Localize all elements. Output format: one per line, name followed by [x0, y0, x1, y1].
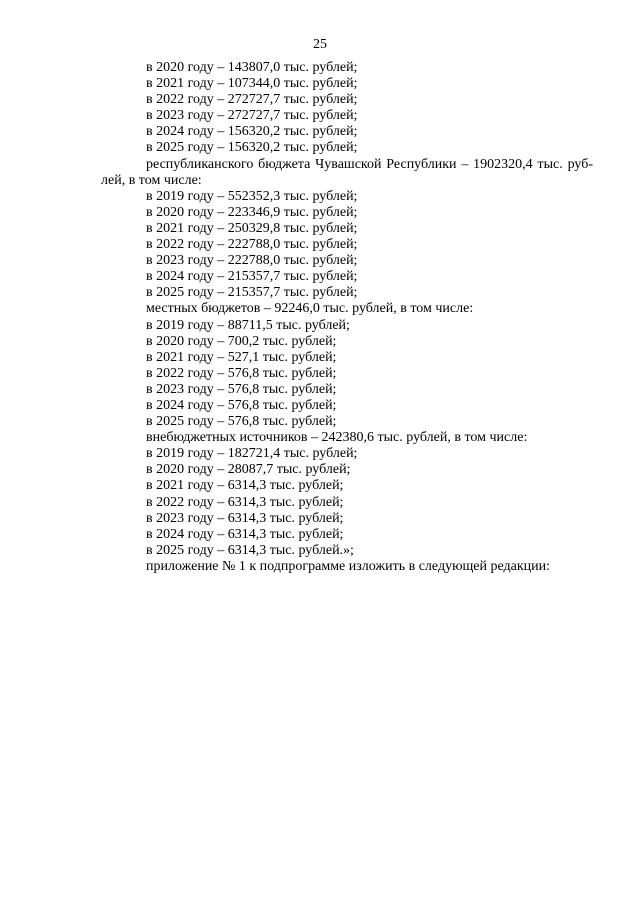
- extra-budget-heading: внебюджетных источников – 242380,6 тыс. рублей, в том числе:: [146, 430, 528, 446]
- funding-line-2020-d: в 2020 году – 28087,7 тыс. рублей;: [146, 462, 351, 478]
- funding-line-2022-d: в 2022 году – 6314,3 тыс. рублей;: [146, 494, 344, 510]
- funding-line-2025-b: в 2025 году – 215357,7 тыс. рублей;: [146, 285, 358, 301]
- local-budgets-heading: местных бюджетов – 92246,0 тыс. рублей, в том числе:: [146, 301, 474, 317]
- funding-line-2025-c: в 2025 году – 576,8 тыс. рублей;: [146, 414, 337, 430]
- funding-line-2020-b: в 2020 году – 223346,9 тыс. рублей;: [146, 204, 358, 220]
- funding-line-2019-c: в 2019 году – 88711,5 тыс. рублей;: [146, 317, 350, 333]
- funding-line-2025-d: в 2025 году – 6314,3 тыс. рублей.»;: [146, 542, 354, 558]
- funding-line-2024-b: в 2024 году – 215357,7 тыс. рублей;: [146, 269, 358, 285]
- funding-line-2019-d: в 2019 году – 182721,4 тыс. рублей;: [146, 446, 358, 462]
- funding-line-2020-a: в 2020 году – 143807,0 тыс. рублей;: [146, 60, 358, 75]
- funding-line-2019-b: в 2019 году – 552352,3 тыс. рублей;: [146, 188, 358, 204]
- funding-line-2023-b: в 2023 году – 222788,0 тыс. рублей;: [146, 253, 358, 269]
- funding-line-2022-a: в 2022 году – 272727,7 тыс. рублей;: [146, 92, 358, 108]
- appendix-note: приложение № 1 к подпрограмме изложить в следующей редакции:: [146, 558, 551, 574]
- page-number: 25: [313, 37, 327, 52]
- funding-line-2024-d: в 2024 году – 6314,3 тыс. рублей;: [146, 526, 344, 542]
- funding-line-2024-c: в 2024 году – 576,8 тыс. рублей;: [146, 397, 337, 413]
- funding-line-2021-c: в 2021 году – 527,1 тыс. рублей;: [146, 349, 337, 365]
- funding-line-2024-a: в 2024 году – 156320,2 тыс. рублей;: [146, 124, 358, 140]
- funding-line-2020-c: в 2020 году – 700,2 тыс. рублей;: [146, 333, 337, 349]
- funding-line-2021-d: в 2021 году – 6314,3 тыс. рублей;: [146, 478, 344, 494]
- document-body: [101, 60, 593, 575]
- republican-budget-paragraph: республиканского бюджета Чувашской Республики – 1902320,4 тыс. рублей, в том числе:: [101, 156, 593, 188]
- funding-line-2023-d: в 2023 году – 6314,3 тыс. рублей;: [146, 510, 344, 526]
- funding-line-2023-a: в 2023 году – 272727,7 тыс. рублей;: [146, 108, 358, 124]
- funding-line-2023-c: в 2023 году – 576,8 тыс. рублей;: [146, 381, 337, 397]
- funding-line-2021-b: в 2021 году – 250329,8 тыс. рублей;: [146, 220, 358, 236]
- funding-line-2021-a: в 2021 году – 107344,0 тыс. рублей;: [146, 76, 358, 92]
- funding-line-2022-c: в 2022 году – 576,8 тыс. рублей;: [146, 365, 337, 381]
- funding-line-2025-a: в 2025 году – 156320,2 тыс. рублей;: [146, 140, 358, 156]
- funding-line-2022-b: в 2022 году – 222788,0 тыс. рублей;: [146, 237, 358, 253]
